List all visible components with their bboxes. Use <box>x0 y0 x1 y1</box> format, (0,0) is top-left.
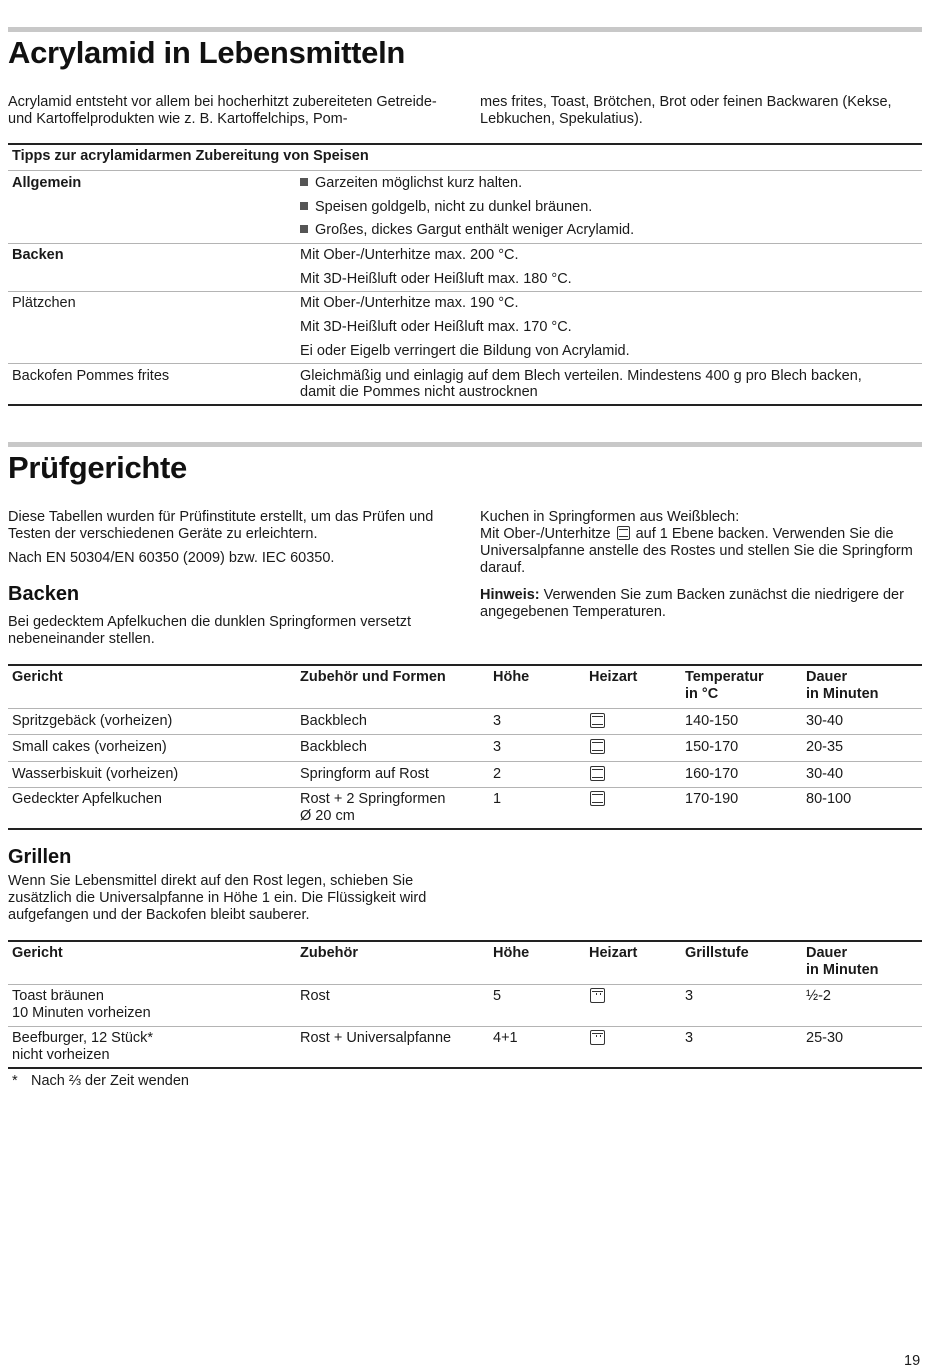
tips-line: Mit 3D-Heißluft oder Heißluft max. 170 °C. <box>300 319 572 335</box>
col-header-temperatur-unit: in °C <box>685 686 719 702</box>
tips-line: damit die Pommes nicht austrocknen <box>300 384 538 400</box>
col-header-zubehoer: Zubehör <box>300 945 358 961</box>
tips-line: Gleichmäßig und einlagig auf dem Blech verteilen. Mindestens 400 g pro Blech backen, <box>300 368 862 384</box>
cell-hoehe: 3 <box>493 739 502 755</box>
cell-hoehe: 1 <box>493 791 502 807</box>
cell-temperatur: 140-150 <box>685 713 739 729</box>
col-header-dauer: Dauer <box>806 945 848 961</box>
subsection-title-grillen: Grillen <box>8 846 72 868</box>
cell-hoehe: 2 <box>493 766 502 782</box>
cell-dauer: 20-35 <box>806 739 844 755</box>
footnote: Nach ⅔ der Zeit wenden <box>31 1073 189 1089</box>
cell-zubehoer: Rost + 2 Springformen <box>300 791 446 807</box>
page-number: 19 <box>904 1353 921 1368</box>
top-bottom-heat-icon <box>590 713 605 728</box>
section-divider-bar <box>8 27 922 32</box>
col-header-hoehe: Höhe <box>493 945 530 961</box>
tips-line: Mit Ober-/Unterhitze max. 190 °C. <box>300 295 519 311</box>
row-divider <box>8 1026 922 1027</box>
tips-table-header: Tipps zur acrylamidarmen Zubereitung von Speisen <box>12 148 369 164</box>
row-divider <box>8 243 922 244</box>
cell-hoehe: 5 <box>493 988 502 1004</box>
cell-temperatur: 170-190 <box>685 791 739 807</box>
pruef-right-2: Mit Ober-/Unterhitze auf 1 Ebene backen. Verwenden Sie die Universalpfanne anstelle des Rostes und stellen Sie die Springform darauf. <box>480 526 913 576</box>
tips-label-backen: Backen <box>12 247 64 263</box>
grill-icon <box>590 988 605 1003</box>
top-bottom-heat-icon <box>590 766 605 781</box>
cell-gericht-line2: 10 Minuten vorheizen <box>12 1005 151 1021</box>
row-divider <box>8 787 922 788</box>
row-divider <box>8 291 922 292</box>
grill-icon <box>590 1030 605 1045</box>
tips-line: Garzeiten möglichst kurz halten. <box>300 175 522 192</box>
cell-temperatur: 160-170 <box>685 766 739 782</box>
section-divider-bar <box>8 442 922 447</box>
cell-gericht: Beefburger, 12 Stück* <box>12 1030 154 1046</box>
cell-temperatur: 150-170 <box>685 739 739 755</box>
cell-dauer: 80-100 <box>806 791 852 807</box>
cell-grillstufe: 3 <box>685 1030 694 1046</box>
table-bottom-rule <box>8 1067 922 1069</box>
bullet-icon <box>300 225 308 233</box>
col-header-dauer: Dauer <box>806 669 848 685</box>
col-header-gericht: Gericht <box>12 669 63 685</box>
row-divider <box>8 363 922 364</box>
top-bottom-heat-icon <box>590 791 605 806</box>
tips-label-plaetzchen: Plätzchen <box>12 295 76 311</box>
cell-zubehoer: Rost + Universalpfanne <box>300 1030 452 1046</box>
cell-zubehoer-line2: Ø 20 cm <box>300 808 355 824</box>
row-divider <box>8 170 922 171</box>
col-header-heizart: Heizart <box>589 669 638 685</box>
section-title-acrylamid: Acrylamid in Lebensmitteln <box>8 35 406 70</box>
grillen-text: Wenn Sie Lebensmittel direkt auf den Rost legen, schieben Sie zusätzlich die Universalpfanne in Höhe 1 ein. Die Flüssigkeit wird aufgefangen und der Backofen bleibt sauberer. <box>8 873 427 923</box>
cell-gericht: Toast bräunen <box>12 988 104 1004</box>
col-header-dauer-unit: in Minuten <box>806 962 879 978</box>
cell-gericht: Spritzgebäck (vorheizen) <box>12 713 173 729</box>
col-header-dauer-unit: in Minuten <box>806 686 879 702</box>
tips-line: Großes, dickes Gargut enthält weniger Acrylamid. <box>300 222 634 239</box>
row-divider <box>8 734 922 735</box>
col-header-zubehoer: Zubehör und Formen <box>300 669 446 685</box>
table-top-rule <box>8 143 922 145</box>
cell-hoehe: 4+1 <box>493 1030 518 1046</box>
row-divider <box>8 761 922 762</box>
tips-label-pommes: Backofen Pommes frites <box>12 368 170 384</box>
cell-hoehe: 3 <box>493 713 502 729</box>
bullet-icon <box>300 178 308 186</box>
cell-gericht: Gedeckter Apfelkuchen <box>12 791 162 807</box>
subsection-title-backen: Backen <box>8 583 80 605</box>
cell-gericht-line2: nicht vorheizen <box>12 1047 110 1063</box>
cell-dauer: 30-40 <box>806 766 844 782</box>
row-divider <box>8 984 922 985</box>
cell-grillstufe: 3 <box>685 988 694 1004</box>
tips-line: Mit Ober-/Unterhitze max. 200 °C. <box>300 247 519 263</box>
tips-line: Speisen goldgelb, nicht zu dunkel bräunen. <box>300 199 592 216</box>
top-bottom-heat-icon <box>617 526 630 540</box>
table-bottom-rule <box>8 828 922 830</box>
table-top-rule <box>8 940 922 942</box>
pruef-intro-2: Nach EN 50304/EN 60350 (2009) bzw. IEC 60350. <box>8 550 335 566</box>
col-header-grillstufe: Grillstufe <box>685 945 749 961</box>
pruef-intro-1: Diese Tabellen wurden für Prüfinstitute erstellt, um das Prüfen und Testen der verschiedenen Geräte zu erleichtern. <box>8 509 434 542</box>
cell-gericht: Small cakes (vorheizen) <box>12 739 167 755</box>
acrylamid-intro-left: Acrylamid entsteht vor allem bei hocherhitzt zubereiteten Getreide- und Kartoffelprodukten wie z. B. Kartoffelchips, Pom- <box>8 94 437 127</box>
cell-zubehoer: Backblech <box>300 713 367 729</box>
tips-line: Mit 3D-Heißluft oder Heißluft max. 180 °C. <box>300 271 572 287</box>
table-top-rule <box>8 664 922 666</box>
cell-zubehoer: Springform auf Rost <box>300 766 429 782</box>
col-header-hoehe: Höhe <box>493 669 530 685</box>
col-header-heizart: Heizart <box>589 945 638 961</box>
hinweis: Hinweis: Verwenden Sie zum Backen zunächst die niedrigere der angegebenen Temperaturen. <box>480 587 904 620</box>
table-bottom-rule <box>8 404 922 406</box>
backen-text: Bei gedecktem Apfelkuchen die dunklen Springformen versetzt nebeneinander stellen. <box>8 614 412 647</box>
bullet-icon <box>300 202 308 210</box>
pruef-right-1: Kuchen in Springformen aus Weißblech: <box>480 509 740 525</box>
cell-dauer: ½-2 <box>806 988 831 1004</box>
cell-dauer: 25-30 <box>806 1030 844 1046</box>
cell-zubehoer: Backblech <box>300 739 367 755</box>
col-header-gericht: Gericht <box>12 945 63 961</box>
tips-line: Ei oder Eigelb verringert die Bildung von Acrylamid. <box>300 343 630 359</box>
section-title-pruefgerichte: Prüfgerichte <box>8 450 187 485</box>
cell-gericht: Wasserbiskuit (vorheizen) <box>12 766 179 782</box>
cell-dauer: 30-40 <box>806 713 844 729</box>
top-bottom-heat-icon <box>590 739 605 754</box>
footnote-mark: * <box>12 1073 18 1089</box>
row-divider <box>8 708 922 709</box>
acrylamid-intro-right: mes frites, Toast, Brötchen, Brot oder feinen Backwaren (Kekse, Lebkuchen, Spekulatius). <box>480 94 892 127</box>
tips-label-allgemein: Allgemein <box>12 175 82 191</box>
col-header-temperatur: Temperatur <box>685 669 764 685</box>
cell-zubehoer: Rost <box>300 988 330 1004</box>
